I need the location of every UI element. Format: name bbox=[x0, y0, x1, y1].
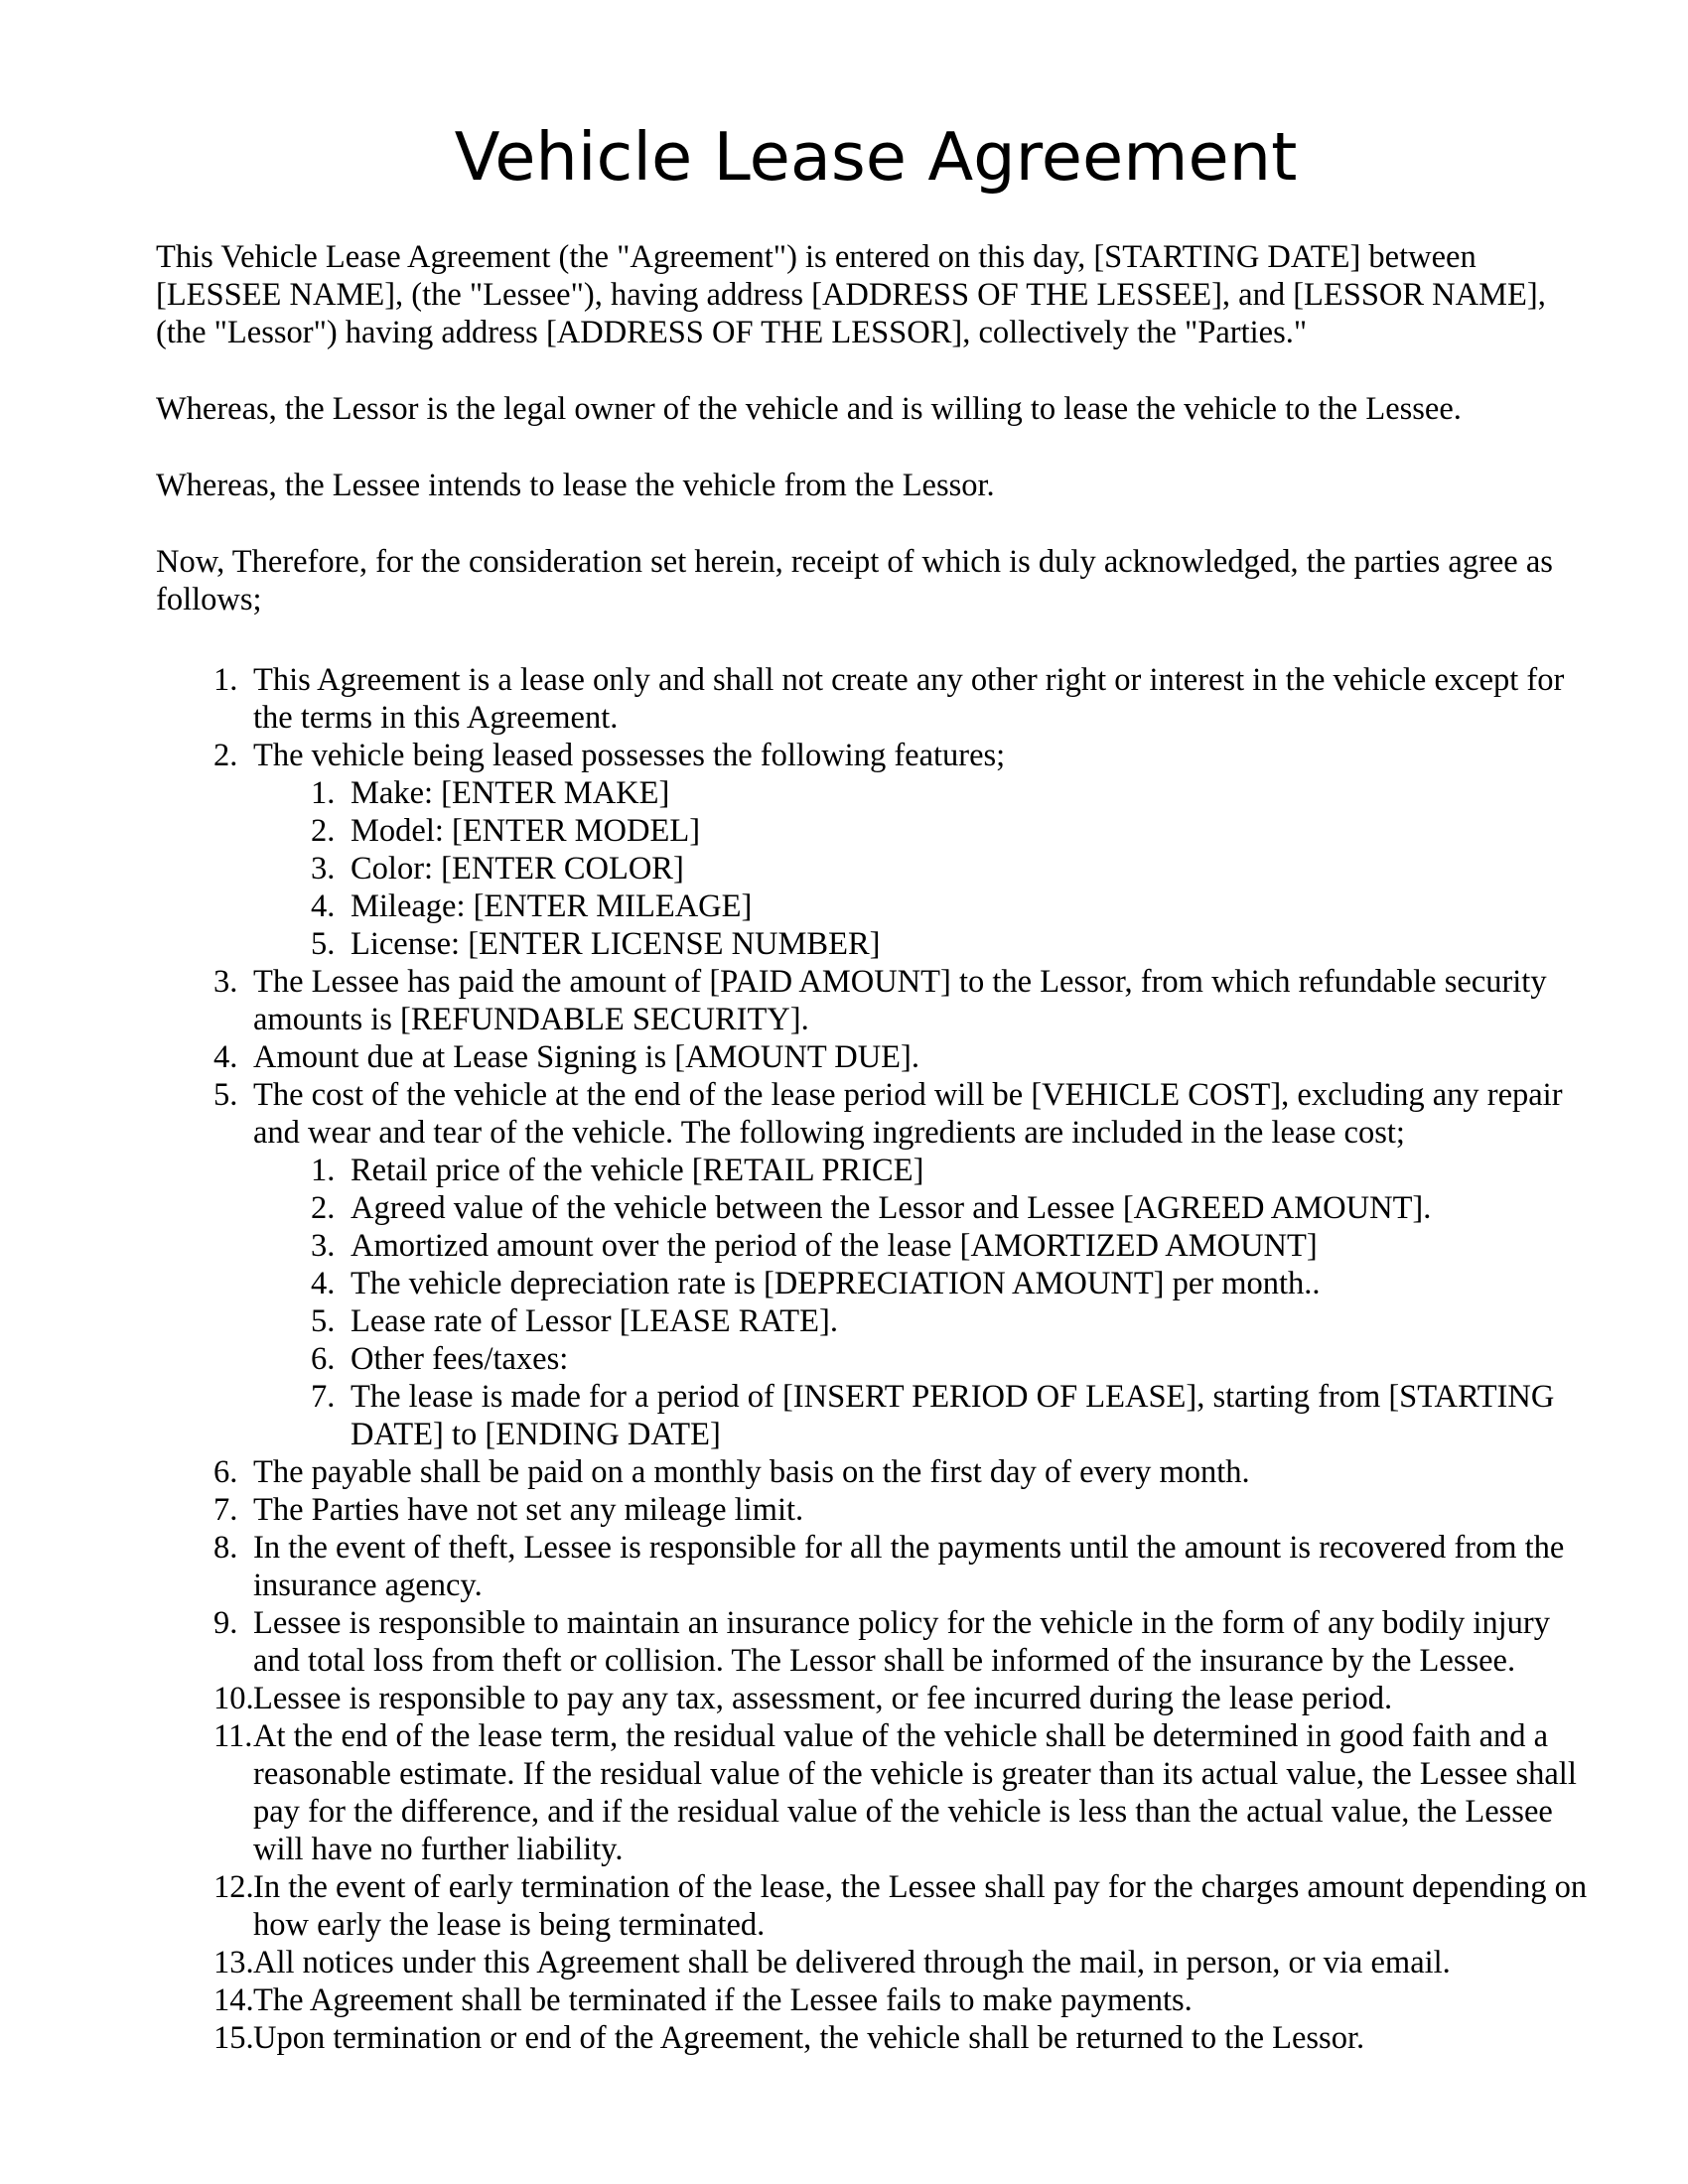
clause-text: Amount due at Lease Signing is [AMOUNT DUE]. bbox=[253, 1039, 919, 1075]
subclause-text: The lease is made for a period of [INSERT PERIOD OF LEASE], starting from [STARTING DATE] to [ENDING DATE] bbox=[351, 1379, 1555, 1452]
clause-number: 13. bbox=[213, 1945, 254, 1980]
clause-number: 6. bbox=[213, 1454, 238, 1490]
subclause-text: Retail price of the vehicle [RETAIL PRICE] bbox=[351, 1153, 924, 1188]
clause-text: In the event of theft, Lessee is responsible for all the payments until the amount is recovered from the insurance agency. bbox=[253, 1530, 1565, 1603]
subclause-number: 6. bbox=[311, 1341, 336, 1377]
subclause-text: Make: [ENTER MAKE] bbox=[351, 775, 670, 811]
clause-item bbox=[156, 1944, 1596, 1981]
subclause-number: 3. bbox=[311, 1228, 336, 1264]
clause-text: This Agreement is a lease only and shall not create any other right or interest in the vehicle except for the terms in this Agreement. bbox=[253, 662, 1565, 736]
subclause-item bbox=[253, 925, 1596, 963]
subclause-text: Amortized amount over the period of the lease [AMORTIZED AMOUNT] bbox=[351, 1228, 1318, 1264]
subclause-number: 4. bbox=[311, 888, 336, 924]
clause-number: 3. bbox=[213, 964, 238, 1000]
subclause-item bbox=[253, 1340, 1596, 1378]
subclause-item bbox=[253, 812, 1596, 850]
clause-item bbox=[156, 1491, 1596, 1529]
clause-text: The Agreement shall be terminated if the Lessee fails to make payments. bbox=[253, 1982, 1193, 2018]
subclause-item bbox=[253, 887, 1596, 925]
subclause-number: 5. bbox=[311, 1303, 336, 1339]
clause-item bbox=[156, 1529, 1596, 1604]
clause-number: 10. bbox=[213, 1681, 254, 1716]
clause-item bbox=[156, 1453, 1596, 1491]
clause-text: The cost of the vehicle at the end of the lease period will be [VEHICLE COST], excluding any repair and wear and tear of the vehicle. The following ingredients are included in the lease cost; bbox=[253, 1077, 1563, 1151]
subclause-number: 7. bbox=[311, 1379, 336, 1415]
whereas-paragraph-1: Whereas, the Lessor is the legal owner of the vehicle and is willing to lease the vehicle to the Lessee. bbox=[156, 391, 1462, 427]
subclause-text: Lease rate of Lessor [LEASE RATE]. bbox=[351, 1303, 838, 1339]
clause-text: The vehicle being leased possesses the following features; bbox=[253, 738, 1006, 773]
subclause-text: License: [ENTER LICENSE NUMBER] bbox=[351, 926, 881, 962]
clause-text: The Lessee has paid the amount of [PAID AMOUNT] to the Lessor, from which refundable security amounts is [REFUNDABLE SECURITY]. bbox=[253, 964, 1547, 1037]
clause-number: 4. bbox=[213, 1039, 238, 1075]
clause-item bbox=[156, 1076, 1596, 1453]
clause-number: 11. bbox=[213, 1718, 253, 1754]
clause-number: 15. bbox=[213, 2020, 254, 2056]
clause-text: The payable shall be paid on a monthly basis on the first day of every month. bbox=[253, 1454, 1250, 1490]
clauses-list bbox=[156, 661, 1596, 2057]
clause-number: 1. bbox=[213, 662, 238, 698]
subclause-item bbox=[253, 850, 1596, 887]
subclause-number: 2. bbox=[311, 813, 336, 849]
subclause-item bbox=[253, 1265, 1596, 1302]
clause-text: All notices under this Agreement shall be delivered through the mail, in person, or via email. bbox=[253, 1945, 1451, 1980]
clause-text: Lessee is responsible to maintain an insurance policy for the vehicle in the form of any bodily injury and total loss from theft or collision. The Lessor shall be informed of the insurance by the Lessee. bbox=[253, 1605, 1550, 1679]
clause-item bbox=[156, 1604, 1596, 1680]
subclause-item bbox=[253, 1302, 1596, 1340]
lease-cost-sublist bbox=[253, 1152, 1596, 1453]
clause-item bbox=[156, 1038, 1596, 1076]
document-title: Vehicle Lease Agreement bbox=[454, 118, 1298, 196]
vehicle-features-sublist bbox=[253, 774, 1596, 963]
subclause-item bbox=[253, 1378, 1596, 1453]
subclause-number: 5. bbox=[311, 926, 336, 962]
clause-number: 7. bbox=[213, 1492, 238, 1528]
clause-item bbox=[156, 2019, 1596, 2057]
clause-text: The Parties have not set any mileage limit. bbox=[253, 1492, 804, 1528]
subclause-item bbox=[253, 1152, 1596, 1189]
subclause-number: 4. bbox=[311, 1266, 336, 1301]
subclause-item bbox=[253, 1227, 1596, 1265]
subclause-text: Color: [ENTER COLOR] bbox=[351, 851, 684, 887]
subclause-text: Agreed value of the vehicle between the Lessor and Lessee [AGREED AMOUNT]. bbox=[351, 1190, 1432, 1226]
clause-item bbox=[156, 1717, 1596, 1868]
clause-number: 2. bbox=[213, 738, 238, 773]
clause-item bbox=[156, 661, 1596, 737]
subclause-text: Model: [ENTER MODEL] bbox=[351, 813, 701, 849]
subclause-item bbox=[253, 1189, 1596, 1227]
subclause-text: Other fees/taxes: bbox=[351, 1341, 569, 1377]
clause-number: 14. bbox=[213, 1982, 254, 2018]
clause-text: Lessee is responsible to pay any tax, assessment, or fee incurred during the lease period. bbox=[253, 1681, 1393, 1716]
subclause-number: 1. bbox=[311, 1153, 336, 1188]
clause-text: At the end of the lease term, the residual value of the vehicle shall be determined in good faith and a reasonable estimate. If the residual value of the vehicle is greater than its actual value, the Lessee shall pay for the difference, and if the residual value of the vehicle is less than the actual value, the Lessee will have no further liability. bbox=[253, 1718, 1577, 1867]
clause-number: 5. bbox=[213, 1077, 238, 1113]
clause-text: In the event of early termination of the lease, the Lessee shall pay for the charges amount depending on how early the lease is being terminated. bbox=[253, 1869, 1588, 1943]
subclause-number: 1. bbox=[311, 775, 336, 811]
intro-paragraph: This Vehicle Lease Agreement (the "Agreement") is entered on this day, [STARTING DATE] between [LESSEE NAME], (the "Lessee"), having address [ADDRESS OF THE LESSEE], and [LESSOR NAME], (the "Lessor") having address [ADDRESS OF THE LESSOR], collectively the "Parties." bbox=[156, 239, 1546, 350]
whereas-paragraph-2: Whereas, the Lessee intends to lease the vehicle from the Lessor. bbox=[156, 468, 995, 503]
subclause-number: 3. bbox=[311, 851, 336, 887]
clause-text: Upon termination or end of the Agreement, the vehicle shall be returned to the Lessor. bbox=[253, 2020, 1365, 2056]
subclause-number: 2. bbox=[311, 1190, 336, 1226]
subclause-text: Mileage: [ENTER MILEAGE] bbox=[351, 888, 753, 924]
clause-number: 9. bbox=[213, 1605, 238, 1641]
clause-item bbox=[156, 1680, 1596, 1717]
clause-number: 8. bbox=[213, 1530, 238, 1566]
clause-number: 12. bbox=[213, 1869, 254, 1905]
clause-item bbox=[156, 1981, 1596, 2019]
subclause-text: The vehicle depreciation rate is [DEPRECIATION AMOUNT] per month.. bbox=[351, 1266, 1321, 1301]
now-therefore-paragraph: Now, Therefore, for the consideration set herein, receipt of which is duly acknowledged, the parties agree as follows; bbox=[156, 544, 1553, 617]
clause-item bbox=[156, 1868, 1596, 1944]
clause-item bbox=[156, 737, 1596, 963]
clause-item bbox=[156, 963, 1596, 1038]
subclause-item bbox=[253, 774, 1596, 812]
